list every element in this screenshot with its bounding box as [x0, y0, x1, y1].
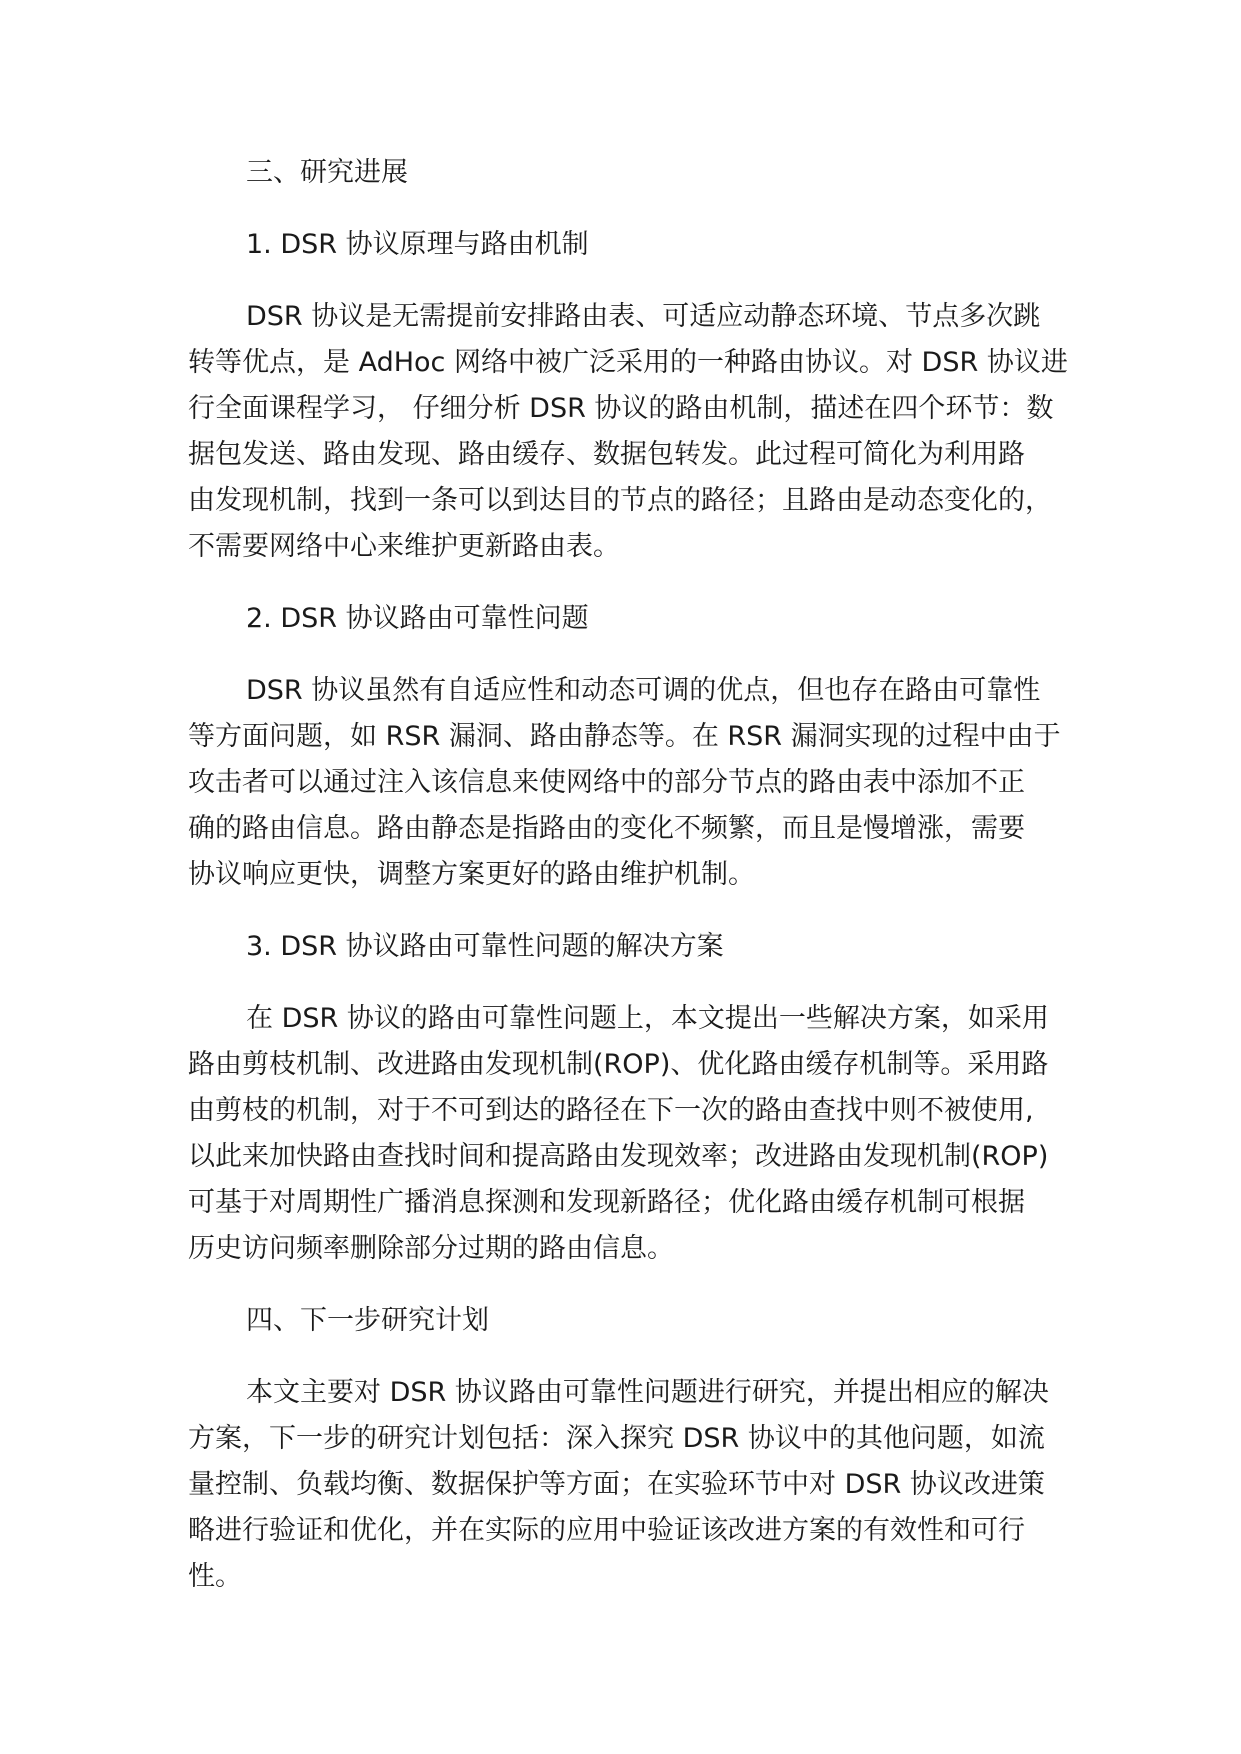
- paragraph-solutions: [188, 996, 1078, 1272]
- document-body: [188, 150, 1078, 1626]
- paragraph-line: 协议响应更快，调整方案更好的路由维护机制。: [188, 859, 755, 890]
- paragraph-line: 方案，下一步的研究计划包括：深入探究 DSR 协议中的其他问题，如流: [188, 1423, 1045, 1454]
- paragraph-dsr-principle: [188, 294, 1078, 570]
- paragraph-line: 由发现机制，找到一条可以到达目的节点的路径；且路由是动态变化的，: [188, 485, 1052, 516]
- paragraph-line: DSR 协议是无需提前安排路由表、可适应动静态环境、节点多次跳: [246, 301, 1041, 332]
- subsection-heading-solutions: 3. DSR 协议路由可靠性问题的解决方案: [246, 931, 724, 962]
- paragraph-line: 攻击者可以通过注入该信息来使网络中的部分节点的路由表中添加不正: [188, 767, 1025, 798]
- paragraph-reliability-issues: [188, 668, 1078, 898]
- paragraph-line: 量控制、负载均衡、数据保护等方面；在实验环节中对 DSR 协议改进策: [188, 1469, 1045, 1500]
- paragraph-line: 等方面问题，如 RSR 漏洞、路由静态等。在 RSR 漏洞实现的过程中由于: [188, 721, 1061, 752]
- subsection-heading-dsr-principle: 1. DSR 协议原理与路由机制: [246, 229, 589, 260]
- paragraph-line: 本文主要对 DSR 协议路由可靠性问题进行研究，并提出相应的解决: [246, 1377, 1049, 1408]
- paragraph-line: 据包发送、路由发现、路由缓存、数据包转发。此过程可简化为利用路: [188, 439, 1025, 470]
- subsection-heading-reliability-issues: 2. DSR 协议路由可靠性问题: [246, 603, 589, 634]
- paragraph-line: 转等优点，是 AdHoc 网络中被广泛采用的一种路由协议。对 DSR 协议进: [188, 347, 1068, 378]
- paragraph-line: 历史访问频率删除部分过期的路由信息。: [188, 1233, 674, 1264]
- paragraph-line: 以此来加快路由查找时间和提高路由发现效率；改进路由发现机制(ROP): [188, 1141, 1049, 1172]
- paragraph-line: 不需要网络中心来维护更新路由表。: [188, 531, 620, 562]
- paragraph-next-steps: [188, 1370, 1078, 1600]
- paragraph-line: 略进行验证和优化，并在实际的应用中验证该改进方案的有效性和可行: [188, 1515, 1025, 1546]
- paragraph-line: 可基于对周期性广播消息探测和发现新路径；优化路由缓存机制可根据: [188, 1187, 1025, 1218]
- paragraph-line: DSR 协议虽然有自适应性和动态可调的优点，但也存在路由可靠性: [246, 675, 1041, 706]
- section-heading-next-steps: 四、下一步研究计划: [246, 1305, 489, 1336]
- paragraph-line: 性。: [188, 1561, 242, 1592]
- paragraph-line: 确的路由信息。路由静态是指路由的变化不频繁，而且是慢增涨，需要: [188, 813, 1025, 844]
- paragraph-line: 路由剪枝机制、改进路由发现机制(ROP)、优化路由缓存机制等。采用路: [188, 1049, 1049, 1080]
- paragraph-line: 由剪枝的机制，对于不可到达的路径在下一次的路由查找中则不被使用,: [188, 1095, 1034, 1126]
- paragraph-line: 在 DSR 协议的路由可靠性问题上，本文提出一些解决方案，如采用: [246, 1003, 1049, 1034]
- section-heading-research-progress: 三、研究进展: [246, 157, 408, 188]
- paragraph-line: 行全面课程学习， 仔细分析 DSR 协议的路由机制，描述在四个环节：数: [188, 393, 1054, 424]
